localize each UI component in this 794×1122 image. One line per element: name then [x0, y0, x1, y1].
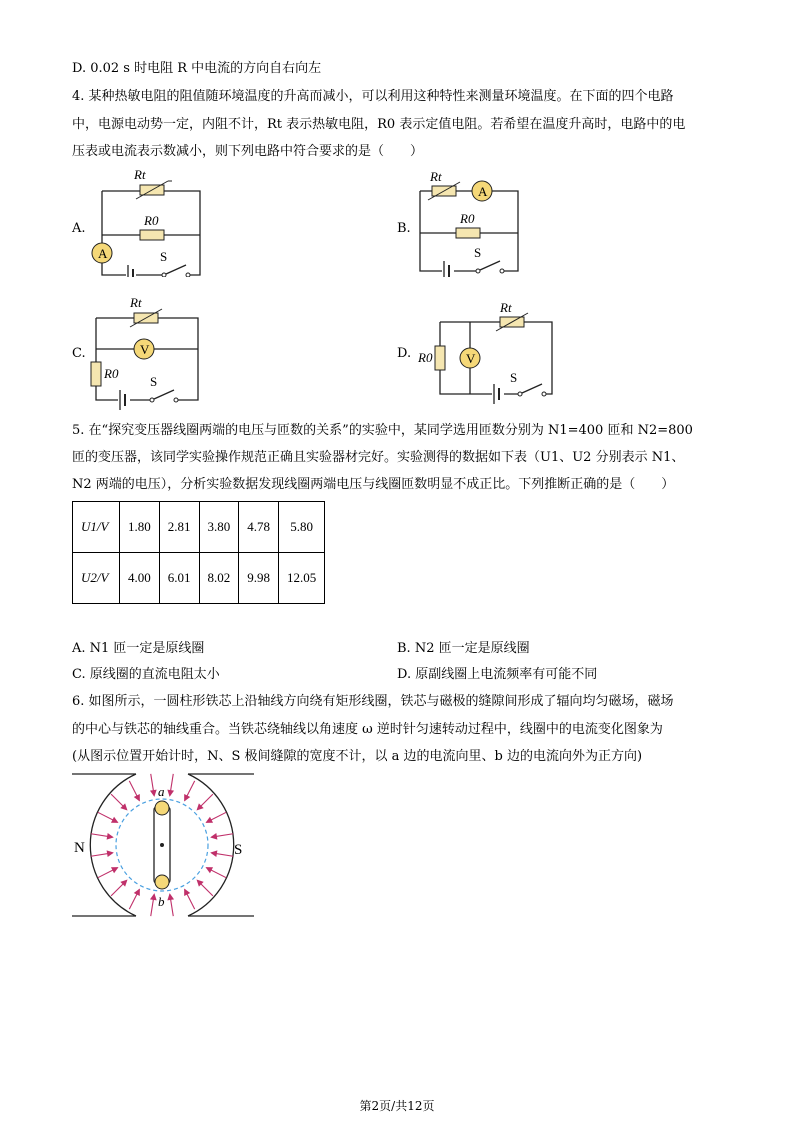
table-cell: 6.01 — [159, 553, 199, 604]
voltmeter-label: V — [140, 342, 150, 357]
q6-stem-line-3: (从图示位置开始计时，N、S 极间缝隙的宽度不计，以 a 边的电流向里、b 边的电流向外为正方向) — [72, 749, 643, 764]
b-label: b — [158, 894, 165, 909]
r0-label: R0 — [144, 213, 159, 228]
q4-stem-line-2: 中，电源电动势一定，内阻不计，Rt 表示热敏电阻，R0 表示定值电阻。若希望在温度升高时，电路中的电 — [72, 117, 686, 132]
circuit-c-diagram — [88, 292, 208, 410]
field-arrowhead — [211, 851, 216, 856]
q4-stem-line-3: 压表或电流表示数减小，则下列电路中符合要求的是（ ） — [72, 144, 424, 159]
resistor-r0 — [91, 362, 101, 386]
table-row-header: U2/V — [73, 553, 120, 604]
resistor-r0 — [140, 230, 164, 240]
coil-edge-a — [155, 801, 169, 815]
q5-option-b: B. N2 匝一定是原线圈 — [397, 641, 530, 656]
field-arrowhead — [112, 868, 118, 872]
rt-label: Rt — [134, 167, 146, 182]
field-arrowhead — [151, 790, 156, 795]
q4-option-a-label: A. — [72, 221, 86, 236]
q4-option-d-label: D. — [397, 346, 412, 361]
field-arrowhead — [135, 890, 139, 896]
table-row-header: U1/V — [73, 502, 120, 553]
q4-option-c-label: C. — [72, 346, 86, 361]
s-label: S — [150, 374, 158, 389]
magnet-coil-figure — [70, 770, 280, 920]
rt-label: Rt — [430, 169, 442, 184]
circuit-a-diagram — [90, 165, 215, 277]
ammeter-label: A — [478, 184, 488, 199]
q4-stem-line-1: 4. 某种热敏电阻的阻值随环境温度的升高而减小，可以利用这种特性来测量环境温度。在下面的四个电路 — [72, 89, 674, 104]
r0-label: R0 — [460, 211, 475, 226]
n-pole-label: N — [74, 840, 85, 856]
q5-option-c: C. 原线圈的直流电阻太小 — [72, 667, 220, 682]
field-arrowhead — [207, 868, 213, 872]
table-cell: 8.02 — [199, 553, 239, 604]
field-arrowhead — [151, 894, 156, 899]
q5-stem-line-3: N2 两端的电压），分析实验数据发现线圈两端电压与线圈匝数明显不成正比。下列推断正确的是（ ） — [72, 477, 675, 492]
ammeter-label: A — [98, 246, 108, 261]
field-arrowhead — [168, 894, 173, 899]
r0-label: R0 — [104, 366, 119, 381]
s-label: S — [510, 370, 518, 385]
table-cell: 2.81 — [159, 502, 199, 553]
circuit-d-diagram — [416, 296, 558, 406]
table-cell: 4.78 — [239, 502, 279, 553]
voltage-data-table — [72, 501, 325, 604]
table-cell: 4.00 — [120, 553, 160, 604]
voltmeter-label: V — [466, 351, 476, 366]
q5-stem-line-1: 5. 在“探究变压器线圈两端的电压与匝数的关系”的实验中，某同学选用匝数分别为 N1=400 匝和 N2=800 — [72, 423, 693, 438]
table-cell: 3.80 — [199, 502, 239, 553]
axis-dot — [160, 843, 164, 847]
page-footer: 第2页/共12页 — [359, 1099, 435, 1113]
field-arrowhead — [211, 834, 216, 839]
table-cell: 9.98 — [239, 553, 279, 604]
circuit-b-diagram — [412, 165, 537, 277]
q3-option-d: D. 0.02 s 时电阻 R 中电流的方向自右向左 — [72, 61, 322, 76]
field-arrowhead — [168, 790, 173, 795]
a-label: a — [158, 784, 165, 799]
table-row — [73, 553, 325, 604]
rt-label: Rt — [500, 300, 512, 315]
rt-label: Rt — [130, 295, 142, 310]
resistor-r0 — [456, 228, 480, 238]
resistor-r0 — [435, 346, 445, 370]
field-arrowhead — [185, 795, 189, 801]
s-pole-label: S — [234, 842, 243, 858]
s-label: S — [160, 249, 168, 264]
field-arrowhead — [112, 818, 118, 822]
coil-edge-b — [155, 875, 169, 889]
q5-option-d: D. 原副线圈上电流频率有可能不同 — [397, 667, 598, 682]
table-row — [73, 502, 325, 553]
field-arrowhead — [185, 890, 189, 896]
field-arrowhead — [107, 851, 112, 856]
field-arrowhead — [135, 795, 139, 801]
table-cell: 5.80 — [279, 502, 325, 553]
q5-option-a: A. N1 匝一定是原线圈 — [72, 641, 205, 656]
table-cell: 1.80 — [120, 502, 160, 553]
field-arrowhead — [107, 834, 112, 839]
q6-stem-line-1: 6. 如图所示，一圆柱形铁芯上沿轴线方向绕有矩形线圈，铁芯与磁极的缝隙间形成了辐向均匀磁场，磁场 — [72, 694, 674, 709]
r0-label: R0 — [418, 350, 433, 365]
q5-stem-line-2: 匝的变压器，该同学实验操作规范正确且实验器材完好。实验测得的数据如下表（U1、U2 分别表示 N1、 — [72, 450, 685, 465]
q4-option-b-label: B. — [397, 221, 411, 236]
field-arrowhead — [207, 818, 213, 822]
q6-stem-line-2: 的中心与铁芯的轴线重合。当铁芯绕轴线以角速度 ω 逆时针匀速转动过程中，线圈中的电流变化图象为 — [72, 722, 663, 737]
s-label: S — [474, 245, 482, 260]
table-cell: 12.05 — [279, 553, 325, 604]
